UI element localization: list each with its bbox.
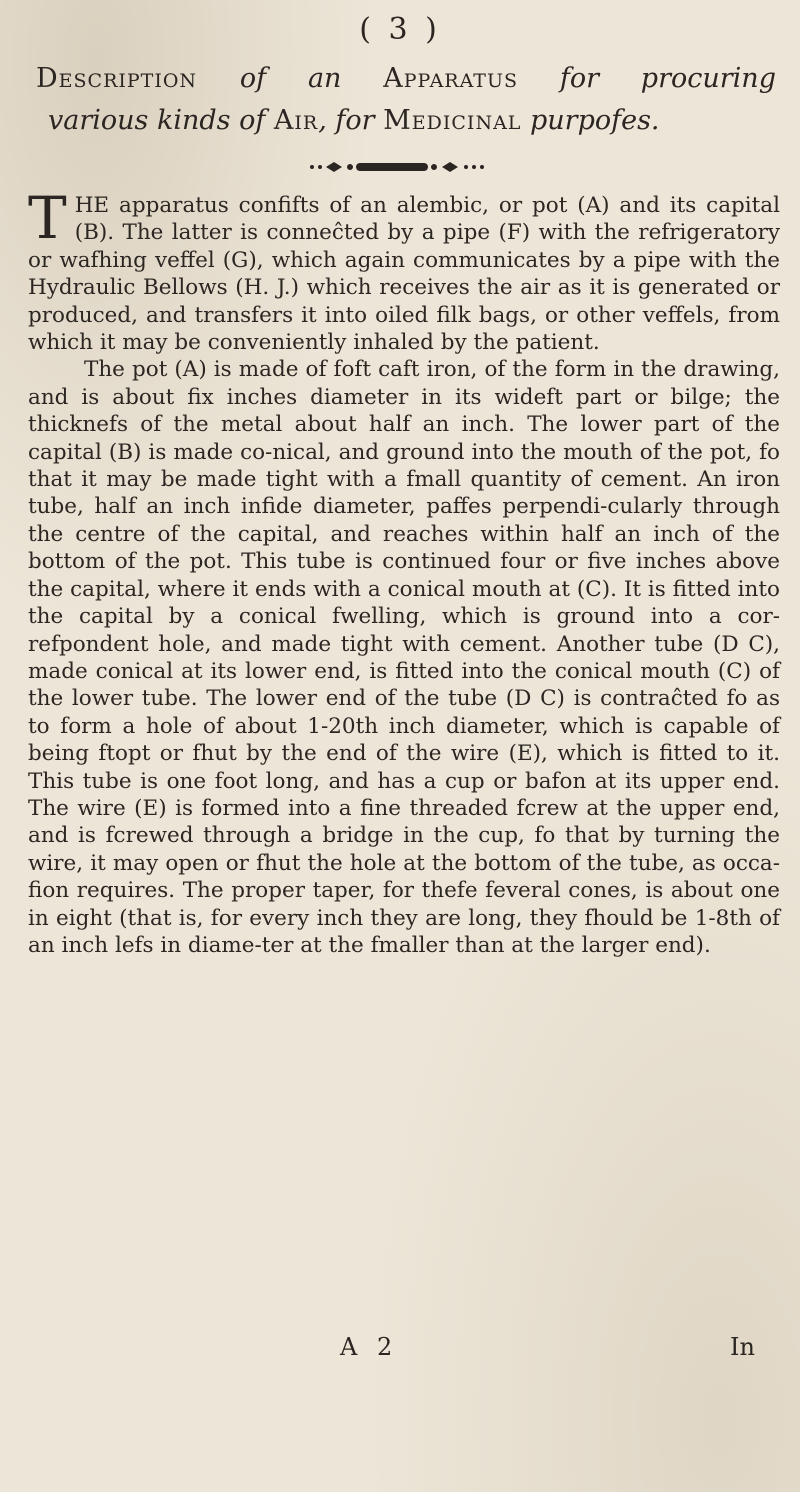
paragraph-1-text: HE apparatus confifts of an alembic, or pot (A) and its capital (B). The latter is conneĉted by a pipe (F) with the refrigeratory or wafhing veffel (G), which again communicates by a pipe with the Hydraulic Bellows (H. J.) which receives the air as it is generated or produced, and transfers it into oiled filk bags, or other veffels, from which it may be conveniently inhaled by the patient. (28, 193, 780, 356)
title-for: , for (318, 105, 384, 136)
title-an: an (266, 63, 384, 94)
title-line-2 (36, 100, 776, 142)
signature-mark: A 2 (340, 1333, 399, 1361)
title-for-procuring: for procuring (518, 63, 776, 94)
title-medicinal: Medicinal (383, 105, 522, 136)
body-text (28, 184, 780, 959)
ornament-rule-icon (306, 158, 490, 176)
drop-cap: T (28, 184, 67, 252)
title-air: Air (273, 105, 319, 136)
catchword: In (730, 1333, 755, 1361)
title-various-kinds: various kinds of (48, 105, 274, 136)
paragraph-1 (28, 184, 780, 356)
page-number: ( 3 ) (359, 12, 441, 47)
page-title (36, 58, 776, 142)
title-purposes: purpofes. (521, 105, 660, 136)
title-of: of (239, 63, 267, 94)
title-description: Description (36, 63, 240, 94)
paragraph-2: The pot (A) is made of foft caft iron, of the form in the drawing, and is about fix inches diameter in its wideft part or bilge; the thicknefs of the metal about half an inch. The lower part of the capital (B) is made co-nical, and ground into the mouth of the pot, fo that it may be made tight with a fmall quantity of cement. An iron tube, half an inch infide diameter, paffes perpendi-cularly through the centre of the capital, and reaches within half an inch of the bottom of the pot. This tube is continued four or five inches above the capital, where it ends with a conical mouth at (C). It is fitted into the capital by a conical fwelling, which is ground into a cor-refpondent hole, and made tight with cement. Another tube (D C), made conical at its lower end, is fitted into the conical mouth (C) of the lower tube. The lower end of the tube (D C) is contraĉted fo as to form a hole of about 1-20th inch diameter, which is capable of being ftopt or fhut by the end of the wire (E), which is fitted to it. This tube is one foot long, and has a cup or bafon at its upper end. The wire (E) is formed into a fine threaded fcrew at the upper end, and is fcrewed through a bridge in the cup, fo that by turning the wire, it may open or fhut the hole at the bottom of the tube, as occa-fion requires. The proper taper, for thefe feveral cones, is about one in eight (that is, for every inch they are long, they fhould be 1-8th of an inch lefs in diame-ter at the fmaller than at the larger end). (28, 357, 780, 958)
title-apparatus: Apparatus (383, 63, 518, 94)
